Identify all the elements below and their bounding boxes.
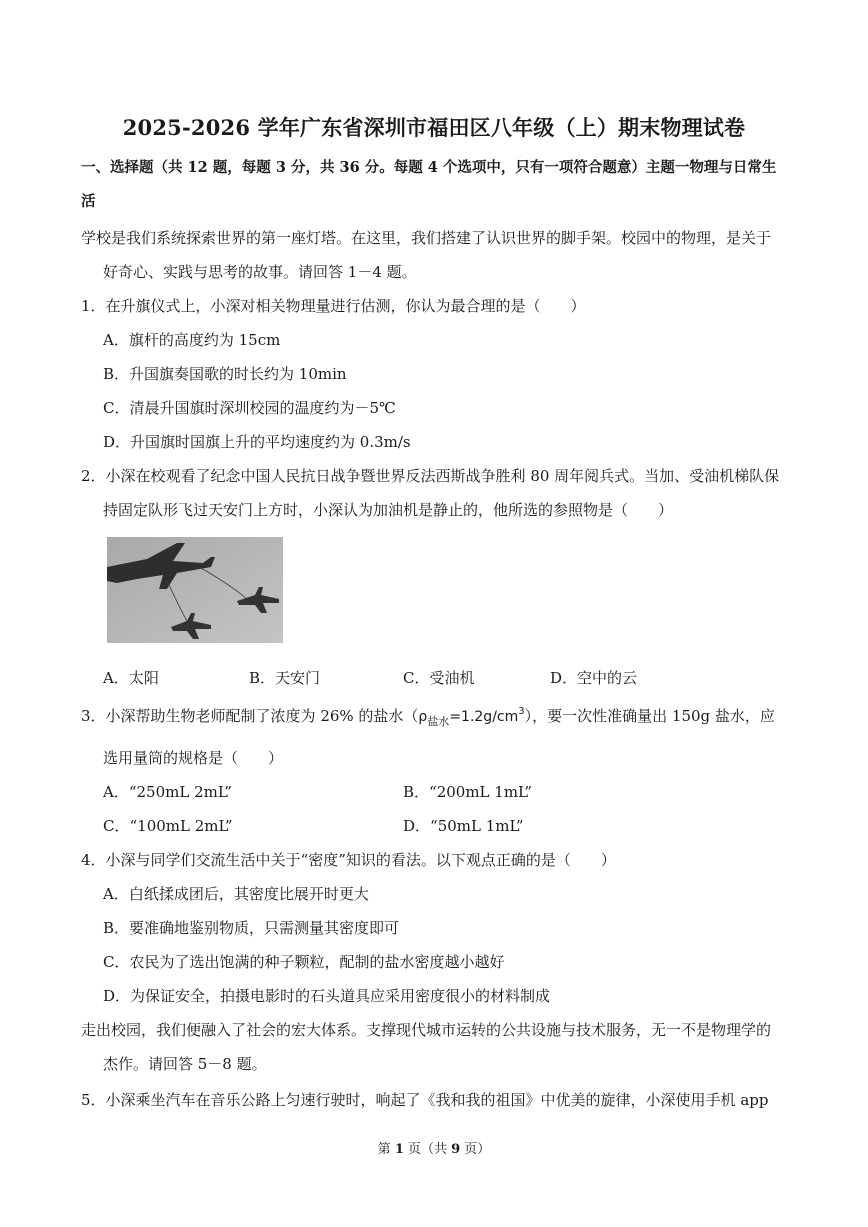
footer-total-pages: 9 [451, 1142, 461, 1157]
question-2-stem-line2: 持固定队形飞过天安门上方时，小深认为加油机是静止的，他所选的参照物是（ ） [103, 501, 674, 519]
refueling-aircraft-photo [107, 537, 283, 643]
question-1-stem: 1．在升旗仪式上，小深对相关物理量进行估测，你认为最合理的是（ ） [81, 297, 586, 315]
section-heading-line2: 活 [81, 193, 96, 210]
intro-paragraph-1-line2: 好奇心、实践与思考的故事。请回答 1－4 题。 [103, 263, 417, 281]
question-3-option-c: C．“100mL 2mL” [103, 817, 233, 835]
question-3-stem-line1 [81, 706, 775, 729]
question-5-stem-line1: 5．小深乘坐汽车在音乐公路上匀速行驶时，响起了《我和我的祖国》中优美的旋律，小深使用手机 app [81, 1091, 769, 1109]
exam-title: 2025-2026 学年广东省深圳市福田区八年级（上）期末物理试卷 [122, 115, 746, 140]
density-symbol: ρ [418, 709, 428, 725]
intro-paragraph-1-line1: 学校是我们系统探索世界的第一座灯塔。在这里，我们搭建了认识世界的脚手架。校园中的物理，是关于 [81, 229, 772, 247]
question-1-option-a: A．旗杆的高度约为 15cm [103, 331, 281, 349]
section-heading-line1: 一、选择题（共 12 题，每题 3 分，共 36 分。每题 4 个选项中，只有一项符合题意）主题一物理与日常生 [81, 159, 777, 176]
density-value: =1.2g/cm [449, 709, 519, 725]
intro-paragraph-2-line2: 杰作。请回答 5－8 题。 [103, 1055, 267, 1073]
footer-middle: 页（共 [403, 1142, 452, 1157]
refueling-aircraft-icon [107, 537, 283, 643]
question-4-option-d: D．为保证安全，拍摄电影时的石头道具应采用密度很小的材料制成 [103, 987, 551, 1005]
question-3-stem-post: ），要一次性准确量出 150g 盐水，应 [524, 707, 775, 725]
footer-page-number: 1 [394, 1142, 404, 1157]
density-subscript: 盐水 [427, 715, 450, 728]
question-1-option-b: B．升国旗奏国歌的时长约为 10min [103, 365, 347, 383]
question-4-option-a: A．白纸揉成团后，其密度比展开时更大 [103, 885, 369, 903]
question-2-option-b: B．天安门 [249, 669, 321, 687]
question-3-option-a: A．“250mL 2mL” [103, 783, 232, 801]
density-superscript: 3 [518, 706, 525, 717]
question-4-option-c: C．农民为了选出饱满的种子颗粒，配制的盐水密度越小越好 [103, 953, 505, 971]
question-1-option-d: D．升国旗时国旗上升的平均速度约为 0.3m/s [103, 433, 411, 451]
question-3-stem-line2: 选用量筒的规格是（ ） [103, 749, 284, 767]
question-3-stem-pre: 3．小深帮助生物老师配制了浓度为 26% 的盐水（ [81, 707, 419, 725]
intro-paragraph-2-line1: 走出校园，我们便融入了社会的宏大体系。支撑现代城市运转的公共设施与技术服务，无一不是物理学的 [81, 1021, 772, 1039]
question-2-stem-line1: 2．小深在校观看了纪念中国人民抗日战争暨世界反法西斯战争胜利 80 周年阅兵式。当加、受油机梯队保 [81, 467, 780, 485]
question-2-option-d: D．空中的云 [550, 669, 638, 687]
question-4-stem: 4．小深与同学们交流生活中关于“密度”知识的看法。以下观点正确的是（ ） [81, 851, 616, 869]
footer-prefix: 第 [377, 1142, 395, 1157]
question-4-option-b: B．要准确地鉴别物质，只需测量其密度即可 [103, 919, 400, 937]
page-footer [0, 1138, 868, 1157]
question-2-option-c: C．受油机 [403, 669, 475, 687]
question-1-option-c: C．清晨升国旗时深圳校园的温度约为－5℃ [103, 399, 396, 417]
question-3-option-d: D．“50mL 1mL” [403, 817, 524, 835]
question-3-option-b: B．“200mL 1mL” [403, 783, 533, 801]
footer-suffix: 页） [460, 1142, 491, 1157]
question-2-option-a: A．太阳 [103, 669, 159, 687]
